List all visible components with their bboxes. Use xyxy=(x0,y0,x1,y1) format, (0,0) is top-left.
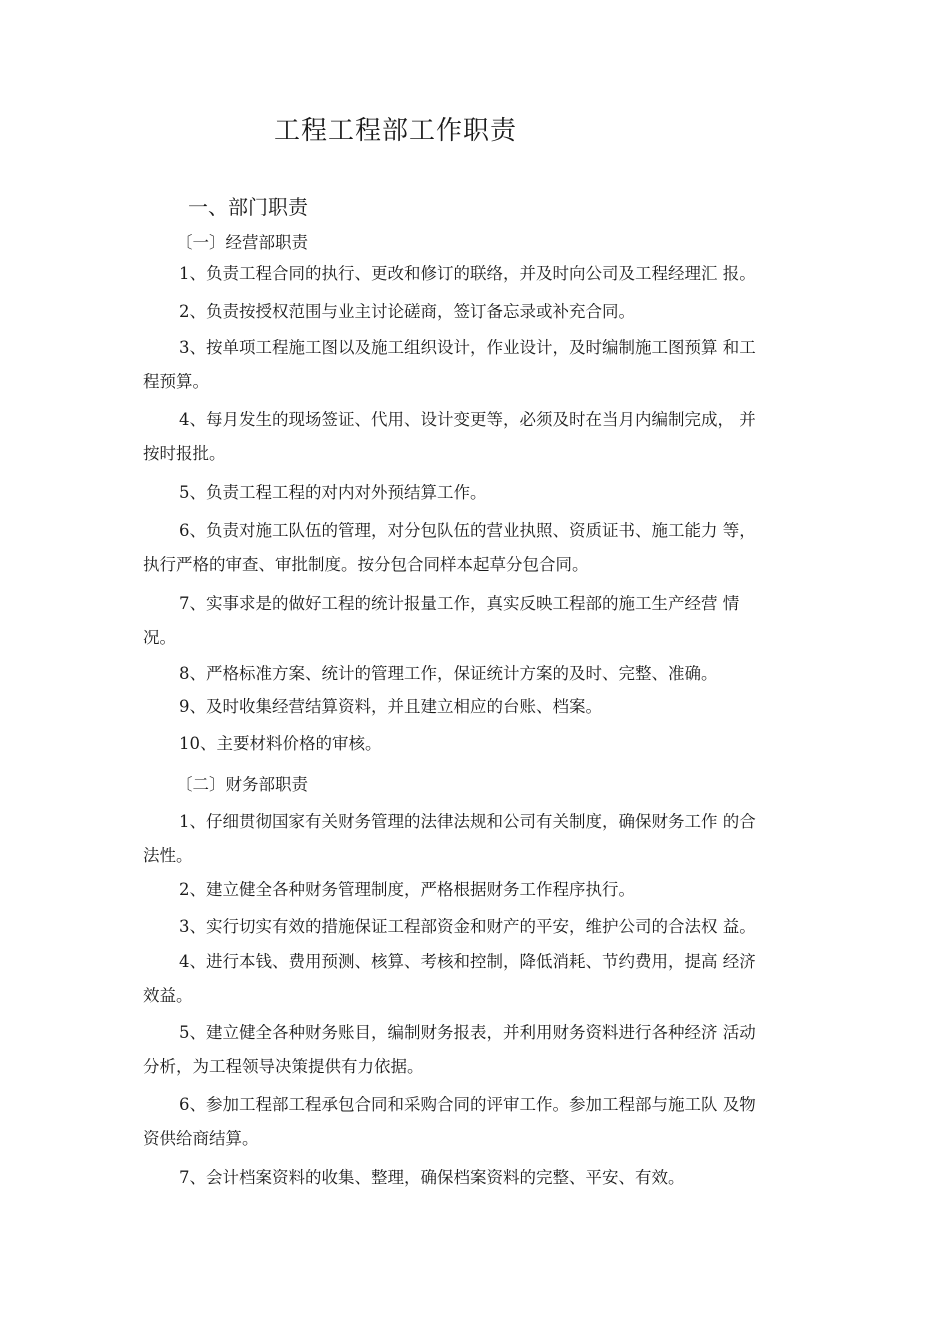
list-item: 3、按单项工程施工图以及施工组织设计，作业设计，及时编制施工图预算 和工 程预算。 xyxy=(143,338,756,391)
list-item: 6、参加工程部工程承包合同和采购合同的评审工作。参加工程部与施工队 及物 资供给商结算。 xyxy=(143,1095,756,1148)
list-item: 7、会计档案资料的收集、整理，确保档案资料的完整、平安、有效。 xyxy=(179,1168,685,1187)
subsection-heading-operations: 〔一〕经营部职责 xyxy=(176,233,308,252)
list-item: 3、实行切实有效的措施保证工程部资金和财产的平安，维护公司的合法权 益。 xyxy=(179,917,756,936)
list-item: 6、负责对施工队伍的管理，对分包队伍的营业执照、资质证书、施工能力 等， 执行严格的审查、审批制度。按分包合同样本起草分包合同。 xyxy=(143,521,756,574)
list-item: 1、负责工程合同的执行、更改和修订的联络，并及时向公司及工程经理汇 报。 xyxy=(179,264,756,283)
list-item: 2、建立健全各种财务管理制度，严格根据财务工作程序执行。 xyxy=(179,880,635,899)
list-item: 7、实事求是的做好工程的统计报量工作，真实反映工程部的施工生产经营 情 况。 xyxy=(143,594,740,647)
list-item: 4、进行本钱、费用预测、核算、考核和控制，降低消耗、节约费用，提高 经济 效益。 xyxy=(143,952,756,1005)
list-item: 10、主要材料价格的审核。 xyxy=(179,734,382,753)
list-item: 2、负责按授权范围与业主讨论磋商，签订备忘录或补充合同。 xyxy=(179,302,635,321)
list-item: 4、每月发生的现场签证、代用、设计变更等，必须及时在当月内编制完成， 并 按时报批。 xyxy=(143,410,756,463)
list-item: 9、及时收集经营结算资料，并且建立相应的台账、档案。 xyxy=(179,697,602,716)
list-item: 8、严格标准方案、统计的管理工作，保证统计方案的及时、完整、准确。 xyxy=(179,664,718,683)
list-item: 5、负责工程工程的对内对外预结算工作。 xyxy=(179,483,487,502)
subsection-heading-finance: 〔二〕财务部职责 xyxy=(176,775,308,794)
section-heading: 一、部门职责 xyxy=(188,195,308,219)
list-item: 1、仔细贯彻国家有关财务管理的法律法规和公司有关制度，确保财务工作 的合 法性。 xyxy=(143,812,756,865)
list-item: 5、建立健全各种财务账目，编制财务报表，并利用财务资料进行各种经济 活动 分析，为工程领导决策提供有力依据。 xyxy=(143,1023,756,1076)
document-title: 工程工程部工作职责 xyxy=(274,116,518,146)
